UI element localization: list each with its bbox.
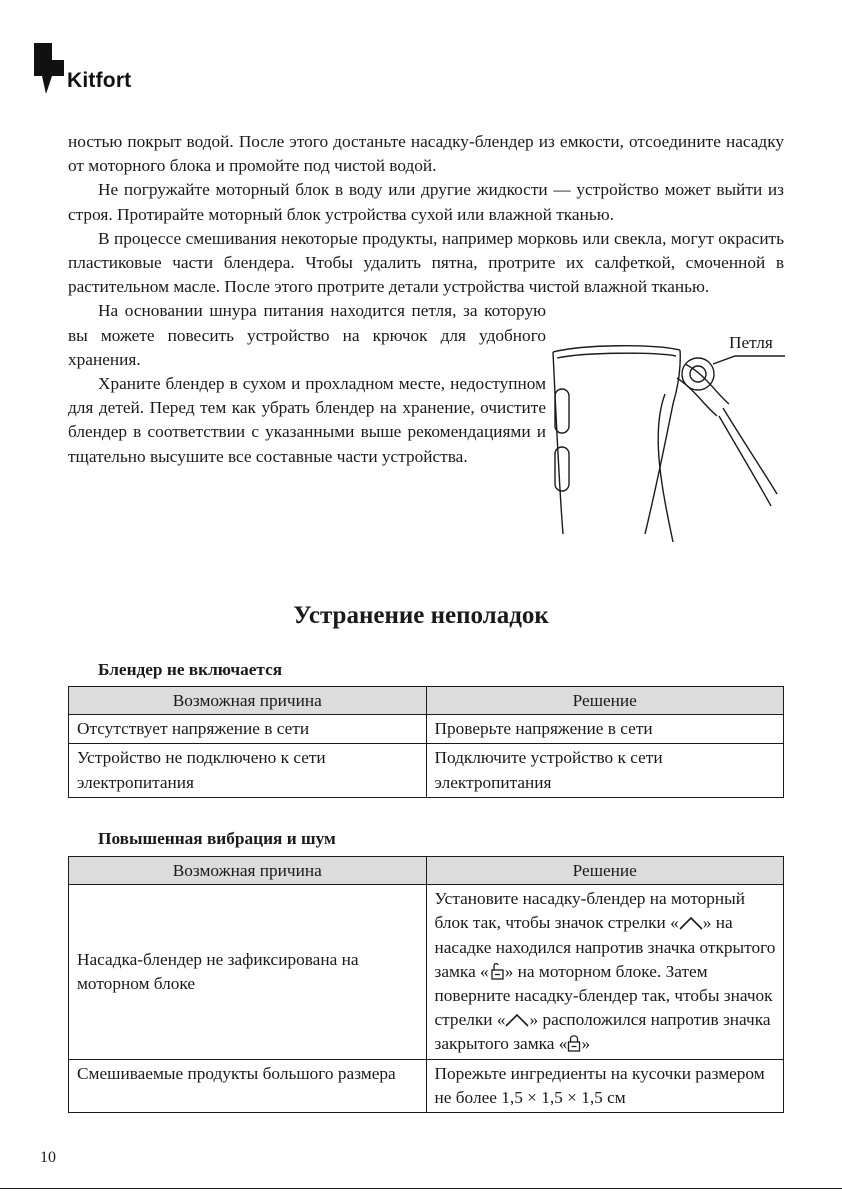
paragraph-storage: Храните блендер в сухом и прохладном месте, недоступном для детей. Перед тем как убрать блендер на хранение, очистите блендер в соответствии с указанными выше рекомендациями и тщательно высушите все составные части устройства.	[68, 374, 546, 466]
table-row	[69, 715, 784, 744]
table-header-row	[69, 687, 784, 715]
solution-text: » на насадке находился напротив значка открытого замка «	[434, 913, 776, 981]
header-solution: Решение	[426, 857, 784, 885]
header-cause: Возможная причина	[69, 857, 427, 885]
open-lock-icon	[489, 962, 505, 980]
arrow-up-icon	[505, 1012, 529, 1028]
arrow-up-icon	[679, 915, 703, 931]
bottom-rule	[0, 1188, 842, 1189]
closed-lock-icon	[567, 1034, 581, 1052]
solution-cell	[426, 885, 784, 1059]
cause-cell: Смешиваемые продукты большого размера	[69, 1059, 427, 1112]
paragraph-motor-block: Не погружайте моторный блок в воду или другие жидкости — устройство может выйти из строя. Протирайте моторный блок устройства сухой или влажной тканью.	[68, 180, 784, 224]
cause-cell: Устройство не подключено к сети электропитания	[69, 744, 427, 797]
paragraph-loop: На основании шнура питания находится петля, за которую вы можете повесить устройство на крючок для удобного хранения.	[68, 301, 546, 369]
solution-text: »	[581, 1034, 591, 1054]
solution-text: Установите насадку-блендер на моторный блок так, чтобы значок стрелки «	[434, 889, 746, 933]
solution-cell: Порежьте ингредиенты на кусочки размером не более 1,5 × 1,5 × 1,5 см	[426, 1059, 784, 1112]
cause-cell: Отсутствует напряжение в сети	[69, 715, 427, 744]
header-cause: Возможная причина	[69, 687, 427, 715]
section-title: Устранение неполадок	[293, 602, 549, 629]
loop-label: Петля	[729, 333, 773, 352]
solution-text: » расположился напротив значка закрытого замка «	[434, 1010, 771, 1054]
blender-loop-illustration	[545, 334, 785, 542]
solution-cell: Проверьте напряжение в сети	[426, 715, 784, 744]
table-row	[69, 1059, 784, 1112]
brand-name: Kitfort	[67, 69, 132, 92]
table2-title: Повышенная вибрация и шум	[98, 829, 336, 848]
table-row	[69, 885, 784, 1059]
solution-text: » на моторном блоке. Затем поверните насадку-блендер так, чтобы значок стрелки «	[434, 961, 773, 1030]
header-solution: Решение	[426, 687, 784, 715]
solution-cell: Подключите устройство к сети электропитания	[426, 744, 784, 797]
page-number: 10	[40, 1149, 56, 1166]
table1-title: Блендер не включается	[98, 660, 283, 679]
cause-cell: Насадка-блендер не зафиксирована на моторном блоке	[69, 885, 427, 1059]
paragraph-stains: В процессе смешивания некоторые продукты, например морковь или свекла, могут окрасить пластиковые части блендера. Чтобы удалить пятна, протрите их салфеткой, смоченной в растительном масле. После этого протрите детали устройства чистой влажной тканью.	[68, 228, 784, 297]
paragraph-continued: ностью покрыт водой. После этого достаньте насадку-блендер из емкости, отсоедините насадку от моторного блока и промойте под чистой водой.	[68, 132, 784, 176]
table-header-row	[69, 857, 784, 885]
kitfort-logo	[34, 40, 174, 100]
table-blender-not-switching-on	[68, 686, 784, 798]
table-row	[69, 744, 784, 797]
kitfort-logo-mark-icon	[34, 40, 64, 94]
table-vibration-noise	[68, 856, 784, 1113]
